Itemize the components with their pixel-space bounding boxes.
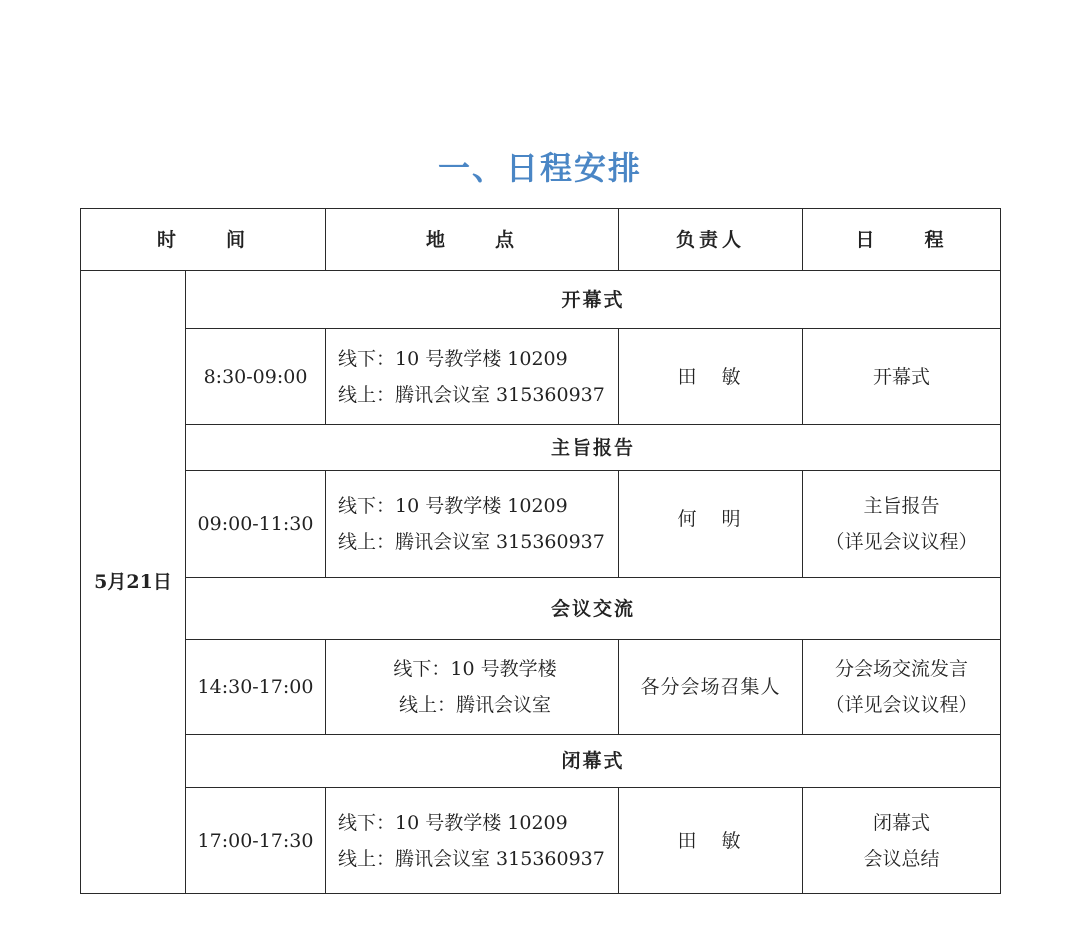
schedule-line: 会议总结 bbox=[863, 847, 940, 870]
location-cell bbox=[326, 640, 619, 735]
location-cell bbox=[326, 788, 619, 894]
table-row bbox=[81, 329, 1001, 425]
schedule-cell bbox=[803, 471, 1001, 578]
location-online: 线上：腾讯会议室 315360937 bbox=[338, 383, 605, 406]
location-cell bbox=[326, 471, 619, 578]
schedule-cell bbox=[803, 640, 1001, 735]
session-title: 主旨报告 bbox=[186, 425, 1001, 471]
table-row bbox=[81, 788, 1001, 894]
location-offline: 线下：10 号教学楼 10209 bbox=[338, 347, 568, 370]
time-cell: 14:30-17:00 bbox=[186, 640, 326, 735]
session-title: 闭幕式 bbox=[186, 735, 1001, 788]
page-title: 一、日程安排 bbox=[437, 149, 642, 187]
table-header-row bbox=[81, 209, 1001, 271]
location-cell bbox=[326, 329, 619, 425]
header-time: 时 间 bbox=[81, 209, 326, 271]
location-offline: 线下：10 号教学楼 10209 bbox=[338, 495, 568, 517]
time-cell: 8:30-09:00 bbox=[186, 329, 326, 425]
session-title-row bbox=[81, 271, 1001, 329]
schedule-table bbox=[80, 208, 1001, 894]
session-title: 会议交流 bbox=[186, 578, 1001, 640]
header-location: 地 点 bbox=[326, 209, 619, 271]
schedule-line: （详见会议议程） bbox=[825, 531, 978, 553]
person-cell bbox=[619, 471, 803, 578]
person-cell: 田 敏 bbox=[619, 788, 803, 894]
schedule-line: （详见会议议程） bbox=[825, 694, 978, 716]
schedule-line: 闭幕式 bbox=[873, 811, 931, 834]
date-cell: 5月21日 bbox=[81, 271, 186, 894]
location-offline: 线下：10 号教学楼 10209 bbox=[338, 811, 568, 834]
session-title-row bbox=[81, 735, 1001, 788]
person-cell: 各分会场召集人 bbox=[619, 640, 803, 735]
schedule-line: 主旨报告 bbox=[863, 495, 940, 517]
person-name: 何 明 bbox=[677, 508, 744, 530]
person-cell: 田 敏 bbox=[619, 329, 803, 425]
table-row bbox=[81, 471, 1001, 578]
session-title: 开幕式 bbox=[186, 271, 1001, 329]
schedule-line: 分会场交流发言 bbox=[835, 658, 969, 680]
header-person: 负责人 bbox=[619, 209, 803, 271]
location-online: 线上：腾讯会议室 bbox=[399, 694, 552, 716]
time-cell: 17:00-17:30 bbox=[186, 788, 326, 894]
time-cell: 09:00-11:30 bbox=[186, 471, 326, 578]
session-title-row bbox=[81, 425, 1001, 471]
location-online: 线上：腾讯会议室 315360937 bbox=[338, 847, 605, 870]
schedule-line: 开幕式 bbox=[873, 365, 931, 388]
header-schedule: 日 程 bbox=[803, 209, 1001, 271]
schedule-cell bbox=[803, 329, 1001, 425]
location-online: 线上：腾讯会议室 315360937 bbox=[338, 531, 605, 553]
schedule-cell bbox=[803, 788, 1001, 894]
table-row bbox=[81, 640, 1001, 735]
location-offline: 线下：10 号教学楼 bbox=[393, 658, 557, 680]
session-title-row bbox=[81, 578, 1001, 640]
